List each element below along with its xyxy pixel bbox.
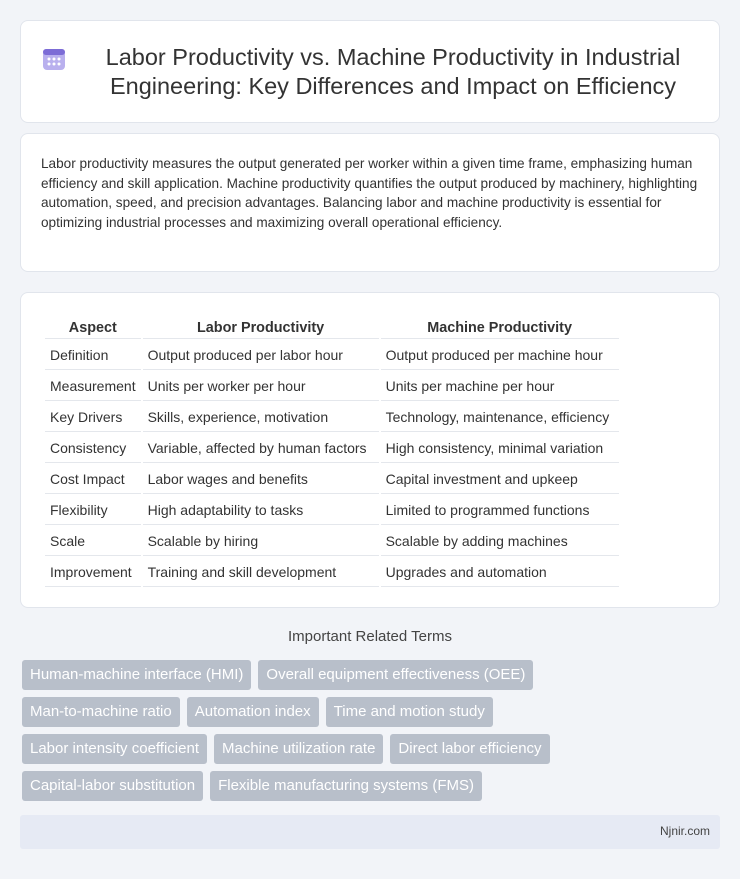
related-term-tag[interactable]: Machine utilization rate (214, 734, 383, 764)
comparison-table (43, 314, 621, 589)
related-term-tag[interactable]: Time and motion study (326, 697, 493, 727)
footer (20, 815, 720, 849)
related-term-tag[interactable]: Labor intensity coefficient (22, 734, 207, 764)
related-terms-title: Important Related Terms (288, 628, 452, 645)
intro-paragraph: Labor productivity measures the output generated per worker within a given time frame, emphasizing human efficiency and skill application. Machine productivity quantifies the output produced by machinery, highlighting automation, speed, and precision advantages. Balancing labor and machine productivity is essential for optimizing industrial processes and maximizing overall operational efficiency. (41, 156, 698, 230)
title-card (20, 20, 720, 123)
related-term-tag[interactable]: Man-to-machine ratio (22, 697, 180, 727)
table-cell: Training and skill development (143, 558, 379, 587)
table-cell: Scale (45, 527, 141, 556)
related-term-tag[interactable]: Human-machine interface (HMI) (22, 660, 251, 690)
related-term-tag[interactable]: Capital-labor substitution (22, 771, 203, 801)
table-cell: Skills, experience, motivation (143, 403, 379, 432)
header-labor: Labor Productivity (143, 316, 379, 339)
table-row (45, 372, 619, 401)
table-header-row (45, 316, 619, 339)
footer-site-link[interactable]: Njnir.com (659, 824, 710, 838)
table-row (45, 341, 619, 370)
table-cell: Definition (45, 341, 141, 370)
header-aspect: Aspect (45, 316, 141, 339)
related-terms-tags (22, 660, 722, 808)
table-cell: Measurement (45, 372, 141, 401)
table-cell: Units per machine per hour (381, 372, 619, 401)
table-cell: Upgrades and automation (381, 558, 619, 587)
table-row (45, 434, 619, 463)
table-cell: Limited to programmed functions (381, 496, 619, 525)
comparison-table-card (20, 292, 720, 608)
table-cell: Consistency (45, 434, 141, 463)
page-title: Labor Productivity vs. Machine Productivity in Industrial Engineering: Key Differences and Impact on Efficiency (105, 43, 681, 99)
table-cell: Cost Impact (45, 465, 141, 494)
table-cell: Flexibility (45, 496, 141, 525)
table-cell: Scalable by adding machines (381, 527, 619, 556)
related-term-tag[interactable]: Automation index (187, 697, 319, 727)
intro-card (20, 133, 720, 272)
header-machine: Machine Productivity (381, 316, 619, 339)
table-cell: Units per worker per hour (143, 372, 379, 401)
table-cell: Capital investment and upkeep (381, 465, 619, 494)
related-term-tag[interactable]: Direct labor efficiency (390, 734, 549, 764)
table-cell: Labor wages and benefits (143, 465, 379, 494)
table-cell: Technology, maintenance, efficiency (381, 403, 619, 432)
table-cell: Variable, affected by human factors (143, 434, 379, 463)
table-cell: Key Drivers (45, 403, 141, 432)
table-row (45, 465, 619, 494)
table-row (45, 496, 619, 525)
table-cell: Scalable by hiring (143, 527, 379, 556)
table-cell: Output produced per labor hour (143, 341, 379, 370)
table-cell: Improvement (45, 558, 141, 587)
table-row (45, 527, 619, 556)
table-cell: High consistency, minimal variation (381, 434, 619, 463)
table-cell: High adaptability to tasks (143, 496, 379, 525)
table-row (45, 558, 619, 587)
calendar-icon (41, 46, 67, 72)
table-cell: Output produced per machine hour (381, 341, 619, 370)
table-row (45, 403, 619, 432)
related-term-tag[interactable]: Flexible manufacturing systems (FMS) (210, 771, 482, 801)
related-term-tag[interactable]: Overall equipment effectiveness (OEE) (258, 660, 533, 690)
